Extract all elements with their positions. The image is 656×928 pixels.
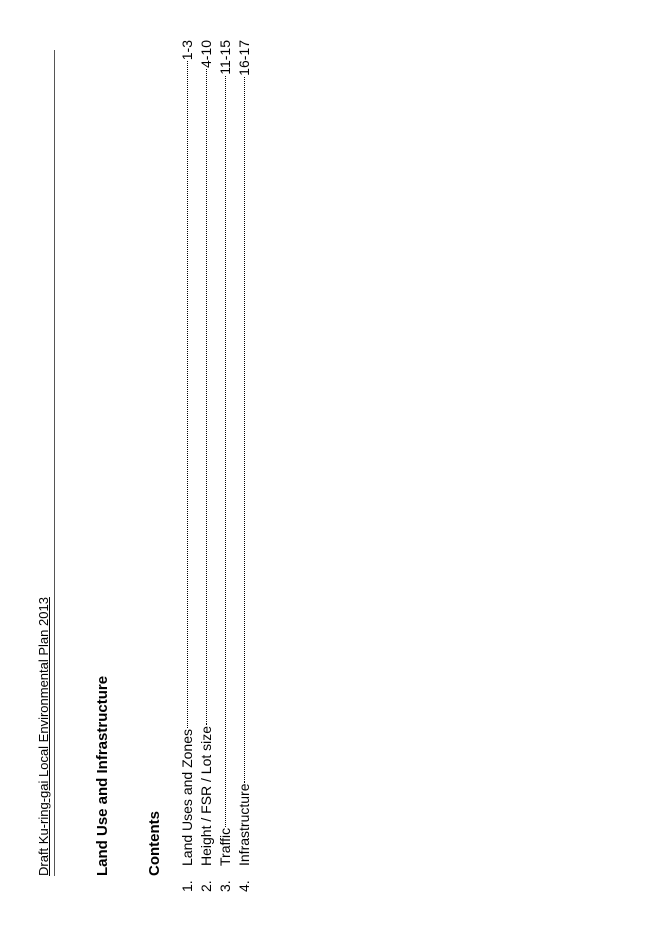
toc-entry-pages: 1-3 bbox=[179, 40, 195, 61]
section-title: Land Use and Infrastructure bbox=[94, 675, 111, 876]
toc-entry-number: 1. bbox=[179, 880, 195, 892]
dot-leader bbox=[206, 69, 207, 725]
toc-entry-pages: 11-15 bbox=[217, 40, 233, 75]
contents-heading: Contents bbox=[146, 811, 163, 876]
toc-entry bbox=[235, 40, 254, 892]
toc-entry bbox=[216, 40, 235, 892]
header-rule bbox=[54, 50, 55, 876]
toc-entry-number: 4. bbox=[236, 880, 252, 892]
running-header: Draft Ku-ring-gai Local Environmental Plan 2013 bbox=[36, 597, 51, 876]
dot-leader bbox=[244, 77, 245, 783]
dot-leader bbox=[225, 76, 226, 827]
toc-entry bbox=[178, 40, 197, 892]
toc-entry bbox=[197, 40, 216, 892]
toc-entry-label: Height / FSR / Lot size bbox=[198, 725, 214, 866]
toc-entry-number: 2. bbox=[198, 880, 214, 892]
toc-entry-number: 3. bbox=[217, 880, 233, 892]
toc-entry-label: Land Uses and Zones bbox=[179, 729, 195, 866]
toc-entry-label: Traffic bbox=[217, 827, 233, 866]
dot-leader bbox=[187, 61, 188, 728]
toc-entry-label: Infrastructure bbox=[236, 783, 252, 866]
toc-entry-pages: 4-10 bbox=[198, 40, 214, 69]
toc-entry-pages: 16-17 bbox=[236, 40, 252, 76]
table-of-contents bbox=[178, 40, 254, 892]
